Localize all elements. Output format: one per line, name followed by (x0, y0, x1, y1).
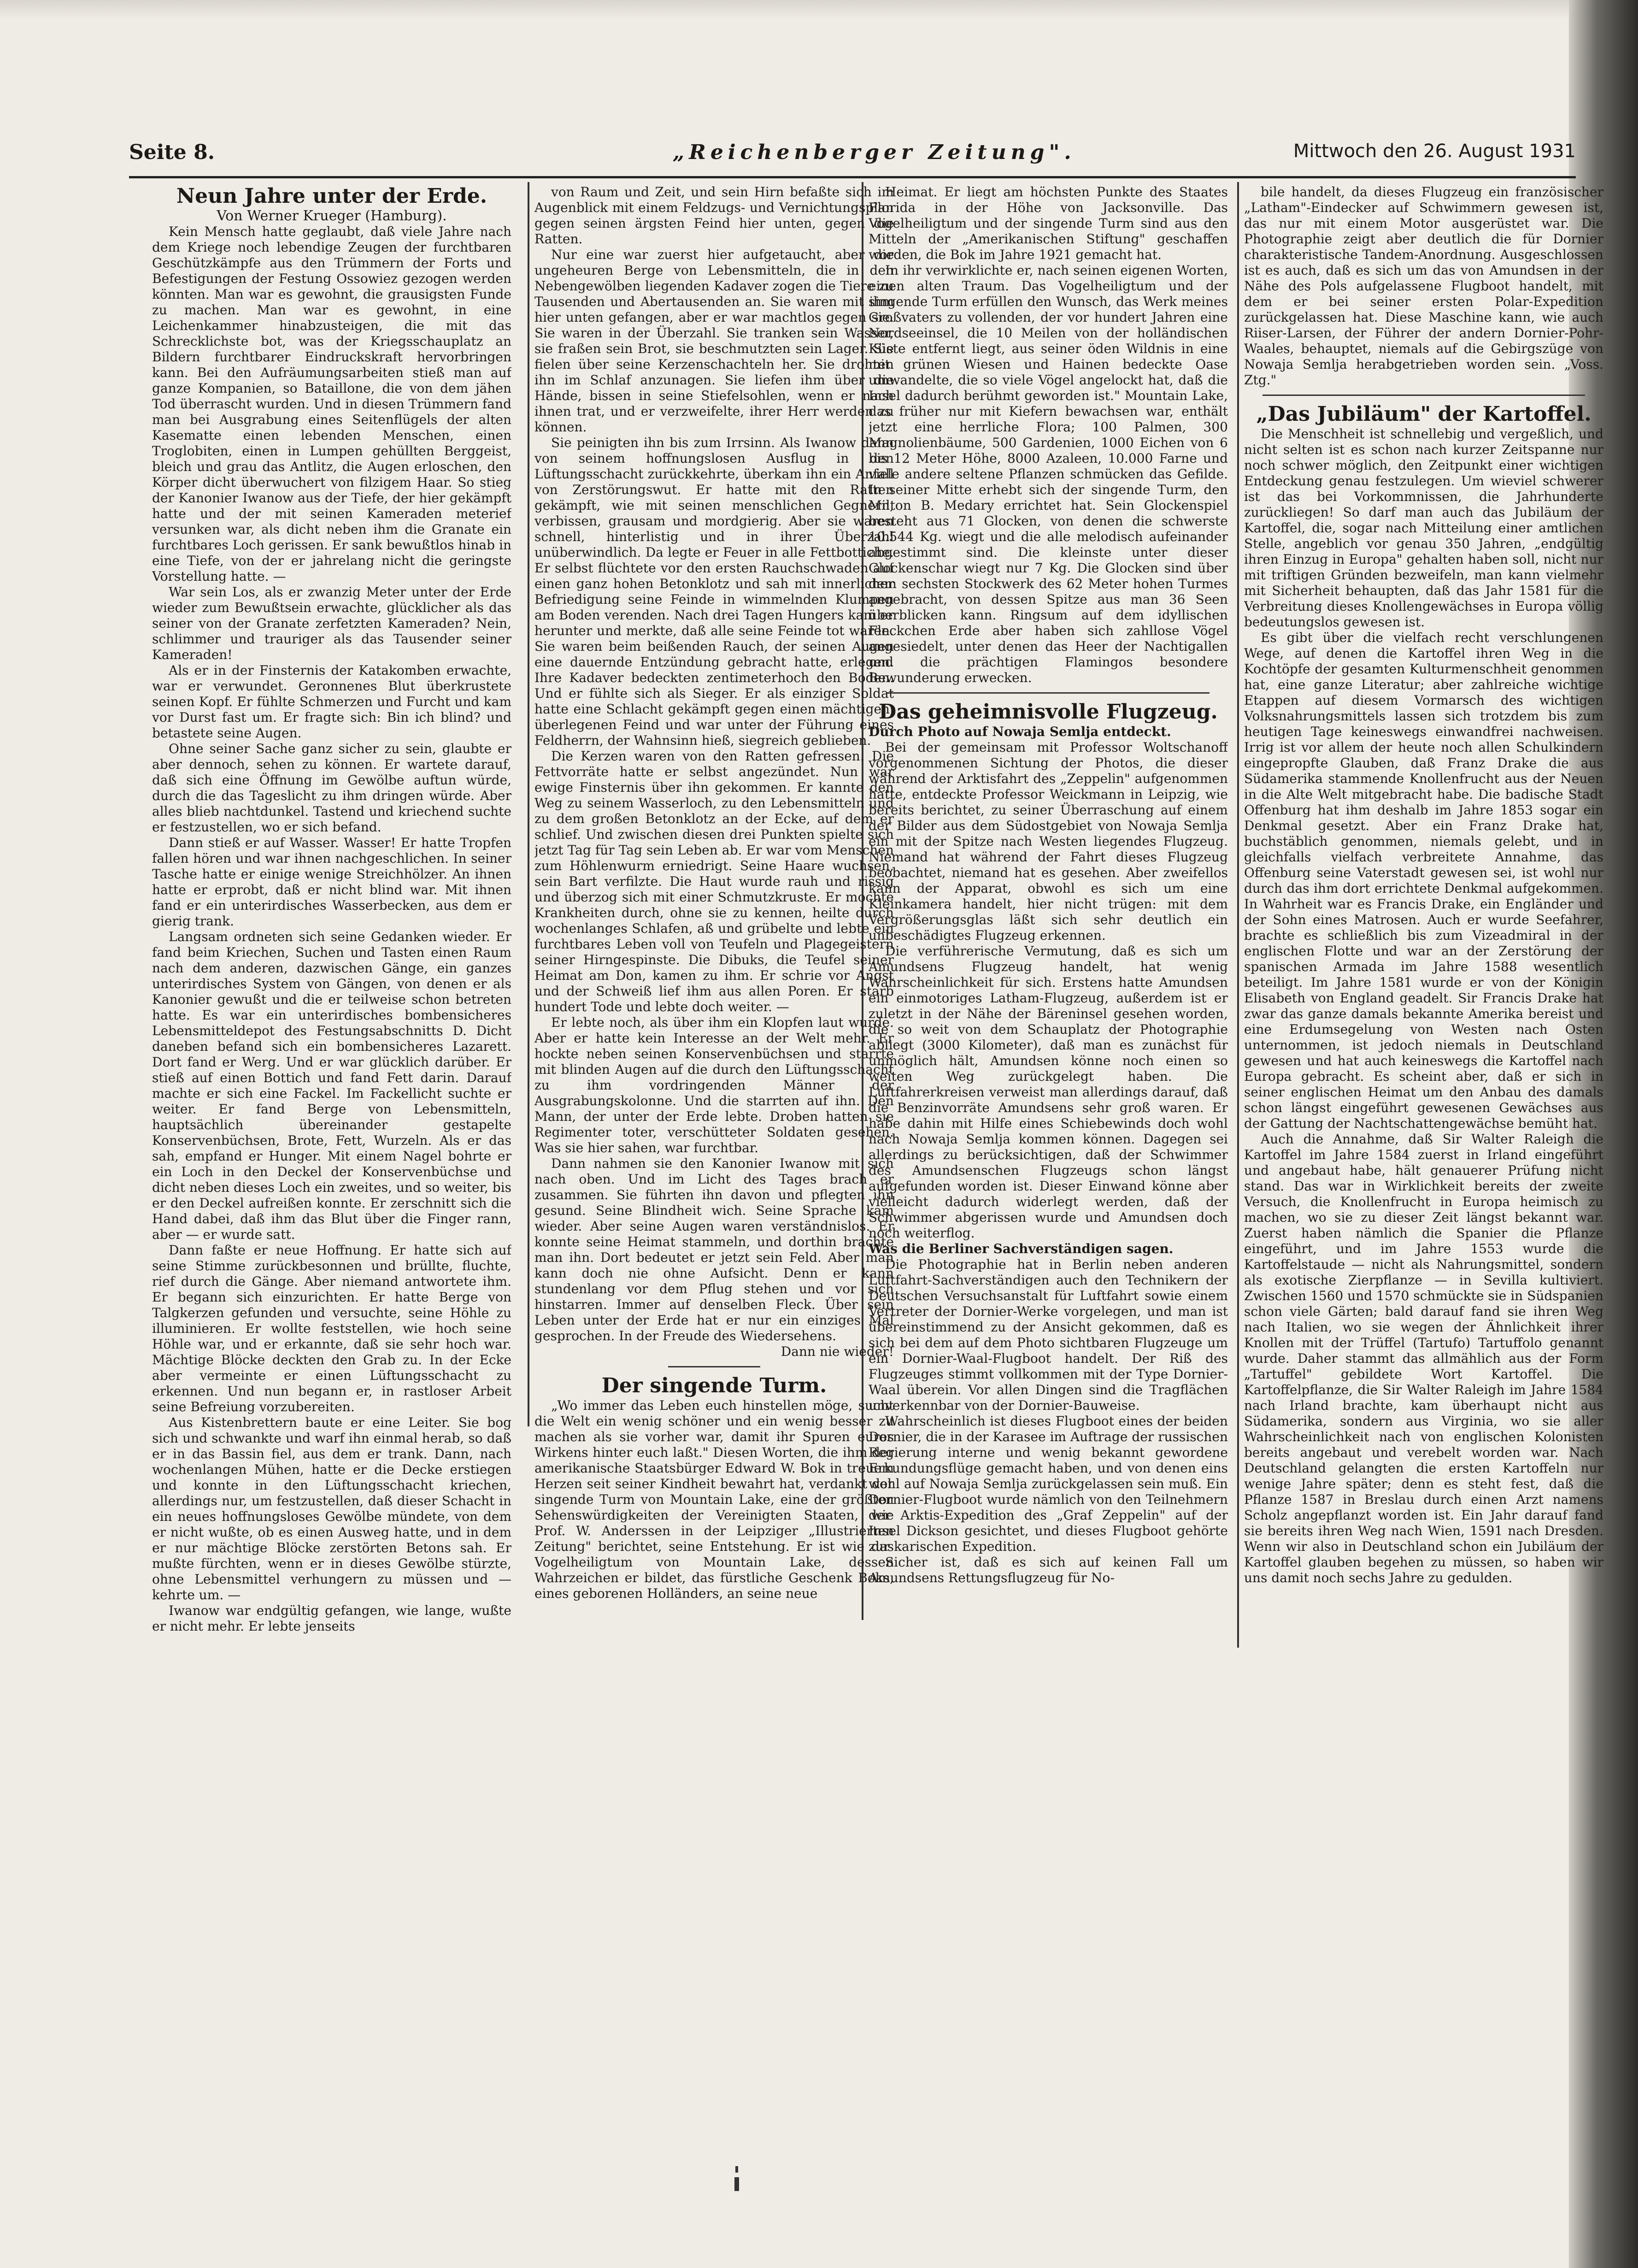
column-rule (1237, 182, 1239, 1648)
article-paragraph: Die Menschheit ist schnellebig und vergeßlich, und nicht selten ist es schon nach kurzer Zeitspanne nur noch schwer möglich, den Zeitpunkt einer wichtigen Entdeckung genau festzulegen. Um wieviel schwerer ist das bei Vorkommnissen, die Jahrhunderte zurückliegen! So darf man auch das Jubiläum der Kartoffel, die, sogar nach Mitteilung einer amtlichen Stelle, angeblich vor genau 350 Jahren, „endgültig ihren Einzug in Europa" gehalten haben soll, nicht nur mit triftigen Gründen bezweifeln, man kann vielmehr mit Sicherheit behaupten, daß das Jahr 1581 für die Verbreitung dieses Knollengewächses in Europa völlig bedeutungslos gewesen ist. (1244, 426, 1603, 630)
article-paragraph: Nur eine war zuerst hier aufgetaucht, aber die ungeheuren Berge von Lebensmitteln, die in den Nebengewölben liegenden Kadaver zogen die Tiere zu Tausenden und Abertausenden an. Sie waren mit ihm hier unten gefangen, aber er war machtlos gegen sie. Sie waren in der Überzahl. Sie tranken sein Wasser, sie fraßen sein Brot, sie beschmutzten sein Lager. Sie fielen über seine Kerzenschachteln her. Sie drohten ihn im Schlaf anzunagen. Sie liefen ihm über die Hände, bissen in seine Stiefelsohlen, wenn er nach ihnen trat, und er verzweifelte, ihrer Herr werden zu können. (534, 247, 894, 435)
article-headline: Neun Jahre unter der Erde. (176, 184, 487, 208)
article-paragraph: Die Photographie hat in Berlin neben anderen Luftfahrt-Sachverständigen auch den Technikern der Deutschen Versuchsanstalt für Luftfahrt sowie einem Vertreter der Dornier-Werke vorgelegen, und man ist übereinstimmend zu der Ansicht gekommen, daß es sich bei dem auf dem Photo sichtbaren Flugzeuge um ein Dornier-Waal-Flugboot handelt. Der Riß des Flugzeuges stimmt vollkommen mit der Type Dornier-Waal überein. Vor allen Dingen sind die Tragflächen unverkennbar von der Dornier-Bauweise. (869, 1257, 1228, 1413)
print-speck (733, 2166, 742, 2194)
article-headline: Der singende Turm. (601, 1374, 827, 1397)
article-paragraph: Als er in der Finsternis der Katakomben erwachte, war er verwundet. Geronnenes Blut überkrustete seinen Kopf. Er fühlte Schmerzen und Furcht und kam vor Durst fast um. Er fragte sich: Bin ich blind? und betastete seine Augen. (152, 663, 511, 741)
article-separator (887, 692, 1209, 694)
article-paragraph: Die verführerische Vermutung, daß es sich um Amundsens Flugzeug handelt, hat wenig Wahrscheinlichkeit für sich. Erstens hatte Amundsen ein einmotoriges Latham-Flugzeug, außerdem ist er zuletzt in der Nähe der Bäreninsel gesehen worden, die so weit von dem Schauplatz der Photographie abliegt (3000 Kilometer), daß man es zunächst für unmöglich hält, Amundsen könne noch einen so weiten Weg zurückgelegt haben. Die Luftfahrerkreisen verweist man allerdings darauf, daß die Benzinvorräte Amundsens sehr groß waren. Er habe dahin mit Hilfe eines Schiebewinds doch wohl nach Nowaja Semlja kommen können. Dagegen sei allerdings zu berücksichtigen, daß der Schwimmer des Amundsenschen Flugzeugs schon längst aufgefunden worden ist. Dieser Einwand könne aber vielleicht dadurch widerlegt werden, daß der Schwimmer abgerissen wurde und Amundsen doch noch weiterflog. (869, 943, 1228, 1241)
article-paragraph: Dann faßte er neue Hoffnung. Er hatte sich auf seine Stimme zurückbesonnen und brüllte, fluchte, rief durch die Gänge. Aber niemand antwortete ihm. Er begann sich einzurichten. Er hatte Berge von Talgkerzen gefunden und versuchte, seine Höhle zu illuminieren. Er wollte feststellen, wie hoch seine Höhle war, und er erkannte, daß sie sehr hoch war. Mächtige Blöcke deckten den Grab zu. In der Ecke aber vermeinte er einen Lüftungsschacht zu erkennen. Und nun begann er, in rastloser Arbeit seine Befreiung vorzubereiten. (152, 1243, 511, 1414)
article-paragraph: Sicher ist, daß es sich auf keinen Fall um Amundsens Rettungsflugzeug für No- (869, 1555, 1228, 1585)
article-paragraph: Auch die Annahme, daß Sir Walter Raleigh die Kartoffel im Jahre 1584 zuerst in Irland eingeführt und angebaut habe, hält genauerer Prüfung nicht stand. Das war in Wirklichkeit bereits der zweite Versuch, die Knollenfrucht in Europa heimisch zu machen, wo sie zu dieser Zeit längst bekannt war. Zuerst haben nämlich die Spanier die Pflanze eingeführt, und im Jahre 1553 wurde die Kartoffelstaude — nicht als Nahrungsmittel, sondern als exotische Zierpflanze — in Sevilla kultiviert. Zwischen 1560 und 1570 schmückte sie in Südspanien schon viele Gärten; bald darauf fand sie ihren Weg nach Italien, wo sie wegen der Ähnlichkeit ihrer Knollen mit der Trüffel (Tartufo) Tartuffolo genannt wurde. Daher stammt das allmählich aus der Form „Tartuffel" gebildete Wort Kartoffel. Die Kartoffelpflanze, die Sir Walter Raleigh im Jahre 1584 nach Irland brachte, kam überhaupt nicht aus Südamerika, sondern aus Virginia, wo sie aller Wahrscheinlichkeit nach von englischen Kolonisten bereits angebaut und verebelt worden war. Nach Deutschland gelangten die ersten Kartoffeln nur wenige Jahre später; denn es steht fest, daß die Pflanze 1587 in Breslau durch einen Arzt namens Scholz angepflanzt worden ist. Ein Jahr darauf fand sie bereits ihren Weg nach Wien, 1591 nach Dresden. Wenn wir also in Deutschland schon ein Jubiläum der Kartoffel glauben begehen zu müssen, so haben wir uns damit noch sechs Jahre zu gedulden. (1244, 1131, 1603, 1585)
article-paragraph: Ohne seiner Sache ganz sicher zu sein, glaubte er aber dennoch, sehen zu können. Er wartete darauf, daß sich eine Öffnung im Gewölbe auftun würde, durch die das Tageslicht zu ihm dringen würde. Aber alles blieb nachtdunkel. Tastend und kriechend suchte er festzustellen, wo er sich befand. (152, 741, 511, 835)
article-paragraph: Es gibt über die vielfach recht verschlungenen Wege, auf denen die Kartoffel ihren Weg in die Kochtöpfe der gesamten Kulturmenschheit genommen hat, eine ganze Literatur; aber zahlreiche wichtige Etappen auf diesem Vormarsch des wichtigen Volksnahrungsmittels lassen sich trotzdem bis zum heutigen Tage keineswegs einwandfrei nachweisen. Irrig ist vor allem der heute noch allen Schulkindern eingepropfte Glauben, daß Franz Drake die aus Südamerika stammende Knollenfrucht aus der Neuen in die Alte Welt mitgebracht habe. Die badische Stadt Offenburg hat ihm deshalb im Jahre 1853 sogar ein Denkmal gesetzt. Aber ein Franz Drake hat, buchstäblich genommen, niemals gelebt, und in gleichfalls vielfach verbreitete Annahme, das Offenburg seine Vaterstadt gewesen sei, ist wohl nur durch das ihm dort errichtete Denkmal aufgekommen. In Wahrheit war es Francis Drake, ein Engländer und der Sohn eines Matrosen. Auch er wurde Seefahrer, brachte es schließlich bis zum Vizeadmiral in der englischen Flotte und war an der Zerstörung der spanischen Armada im Jahre 1588 wesentlich beteiligt. Im Jahre 1581 wurde er von der Königin Elisabeth von England geadelt. Sir Francis Drake hat zwar das ganze damals bekannte Amerika bereist und eine Erdumsegelung von Westen nach Osten unternommen, ist jedoch niemals in Deutschland gewesen und hat auch keineswegs die Kartoffel nach Europa gebracht. Es scheint aber, daß er sich in seiner englischen Heimat um den Anbau des damals schon längst eingeführt gewesenen Gewächses aus der Gattung der Nachtschattengewächse bemüht hat. (1244, 630, 1603, 1131)
article-paragraph: In ihr verwirklichte er, nach seinen eigenen Worten, einen alten Traum. Das Vogelheiligtum und der singende Turm erfüllen den Wunsch, das Werk meines Großvaters zu vollenden, der vor hundert Jahren eine Nordseeinsel, die 10 Meilen von der holländischen Küste entfernt liegt, aus seiner öden Wildnis in eine mit grünen Wiesen und Hainen bedeckte Oase umwandelte, die so viele Vögel angelockt hat, daß die Insel dadurch berühmt geworden ist." Mountain Lake, das früher nur mit Kiefern bewachsen war, enthält jetzt eine herrliche Flora; 100 Palmen, 300 Magnolienbäume, 500 Gardenien, 1000 Eichen von 6 bis 12 Meter Höhe, 8000 Azaleen, 10.000 Farne und viele andere seltene Pflanzen schmücken das Gefilde. In seiner Mitte erhebt sich der singende Turm, den Milton B. Medary errichtet hat. Sein Glockenspiel besteht aus 71 Glocken, von denen die schwerste 10.544 Kg. wiegt und die alle melodisch aufeinander abgestimmt sind. Die kleinste unter dieser Glockenschar wiegt nur 7 Kg. Die Glocken sind über dem sechsten Stockwerk des 62 Meter hohen Turmes angebracht, von dessen Spitze aus man 36 Seen überblicken kann. Ringsum auf dem idyllischen Fleckchen Erde aber haben sich zahllose Vögel angesiedelt, unter denen das Heer der Nachtigallen und die prächtigen Flamingos besondere Bewunderung erwecken. (869, 263, 1228, 685)
scan-shadow (0, 0, 1638, 18)
article-closing-line: Dann nie wieder! (781, 1344, 894, 1359)
article-separator (1262, 395, 1585, 396)
column-3 (869, 184, 1228, 1678)
article-paragraph: Bei der gemeinsam mit Professor Woltschanoff vorgenommenen Sichtung der Photos, die dieser während der Arktisfahrt des „Zeppelin" aufgenommen hatte, entdeckte Professor Weickmann in Leipzig, wie bereits berichtet, zu seiner Überraschung auf einem der Bilder aus dem Südostgebiet von Nowaja Semlja ein mit der Spitze nach Westen liegendes Flugzeug. Niemand hat während der Fahrt dieses Flugzeug beobachtet, niemand hat es gesehen. Aber zweifellos kann der Apparat, obwohl es sich um eine Kleinkamera handelt, hier nicht trügen: mit dem Vergrößerungsglas läßt sich sehr deutlich ein unbeschädigtes Flugzeug erkennen. (869, 740, 1228, 943)
header-rule (129, 176, 1576, 178)
article-paragraph: Die Kerzen waren von den Ratten gefressen. Die Fettvorräte hatte er selbst angezündet. Nun war ewige Finsternis über ihn gekommen. Er kannte den Weg zu seinem Wasserloch, zu den Lebensmitteln und zu dem großen Betonklotz an der Ecke, auf dem er schlief. Und zwischen diesen drei Punkten spielte sich jetzt Tag für Tag sein Leben ab. Er war vom Menschen zum Höhlenwurm erniedrigt. Seine Haare wuchsen, sein Bart verfilzte. Die Haut wurde rauh und rissig und überzog sich mit einer Schmutzkruste. Er mochte Krankheiten durch, ohne sie zu kennen, heilte durch wochenlanges Schlafen, aß und grübelte und lebte ein furchtbares Leben voll von Teufeln und Plagegeistern seiner Hirngespinste. Die Dibuks, die Teufel seiner Heimat am Don, kamen zu ihm. Er schrie vor Angst und der Schweiß lief ihm aus allen Poren. Er starb hundert Tode und lebte doch weiter. — (534, 748, 894, 1014)
article-paragraph: „Wo immer das Leben euch hinstellen möge, sucht die Welt ein wenig schöner und ein wenig besser zu machen als sie vorher war, damit ihr Spuren eures Wirkens hinter euch laßt." Diesen Worten, die ihm der amerikanische Staatsbürger Edward W. Bok in treuem Herzen seit seiner Kindheit bewahrt hat, verdankt der singende Turm von Mountain Lake, eine der größten Sehenswürdigkeiten der Vereinigten Staaten, wie Prof. W. Anderssen in der Leipziger „Illustrierten Zeitung" berichtet, seine Entstehung. Er ist wie das Vogelheiligtum von Mountain Lake, dessen Wahrzeichen er bildet, das fürstliche Geschenk Boks, eines geborenen Holländers, an seine neue (534, 1398, 894, 1601)
page-header (129, 141, 1576, 177)
article-paragraph: Sie peinigten ihn bis zum Irrsinn. Als Iwanow dann von seinem hoffnungslosen Ausflug in den Lüftungsschacht zurückkehrte, überkam ihn ein Anfall von Zerstörungswut. Er hatte mit den Ratten gekämpft, wie mit seinen menschlichen Gegnern, verbissen, grausam und mordgierig. Aber sie waren schnell, hinterlistig und in ihrer Überzahl unüberwindlich. Da legte er Feuer in alle Fettbottiche. Er selbst flüchtete vor den ersten Rauchschwaden auf einen ganz hohen Betonklotz und sah mit innerlicher Befriedigung seine Feinde in wimmelnden Klumpen am Boden verenden. Nach drei Tagen Hungers kam er herunter und merkte, daß alle seine Feinde tot waren. Sie waren beim beißenden Rauch, der seinen Augen eine dauernde Entzündung gebracht hatte, erlegen. Ihre Kadaver bedeckten zentimeterhoch den Boden. Und er fühlte sich als Sieger. Er als einziger Soldat hatte eine Schlacht gekämpft gegen einen mächtigen, überlegenen Feind und war unter der Führung eines Feldherrn, der Wahnsinn hieß, siegreich geblieben. (534, 435, 894, 748)
article-byline: Von Werner Krueger (Hamburg). (217, 208, 447, 224)
newspaper-title: „Reichenberger Zeitung". (673, 141, 1076, 164)
article-paragraph: von Raum und Zeit, und sein Hirn befaßte sich im Augenblick mit einem Feldzugs- und Vernichtungsplan gegen seinen ärgsten Feind hier unten, gegen die Ratten. (534, 184, 894, 247)
page-number: Seite 8. (129, 141, 215, 164)
article-paragraph: Kein Mensch hatte geglaubt, daß viele Jahre nach dem Kriege noch lebendige Zeugen der furchtbaren Geschützkämpfe aus den Trümmern der Forts und Befestigungen der Festung Ossowiez gezogen werden könnten. Man war es gewohnt, die grausigsten Funde zu machen. Man war es gewohnt, in eine Leichenkammer hinabzusteigen, die mit das Schrecklichste bot, was der Kriegsschauplatz an Bildern furchtbarer Eindruckskraft hervorbringen kann. Bei den Aufräumungsarbeiten stieß man auf ganze Kompanien, so Bataillone, die von dem jähen Tod überrascht wurden. Und in diesen Trümmern fand man bei Ausgrabung eines Seitenflügels der alten Kasematte einen lebenden Menschen, einen Troglobiten, einen in Lumpen gehüllten Berggeist, bleich und grau das Antlitz, die Augen erloschen, den Körper dicht überwuchert von filzigem Haar. So stieg der Kanonier Iwanow aus der Tiefe, der hier gekämpft hatte und der mit seinen Kameraden meterief versunken war, als dicht neben ihm die Granate ein furchtbares Loch gerissen. Er sank bewußtlos hinab in eine Tiefe, von der er jahrelang nicht die geringste Vorstellung hatte. — (152, 224, 511, 584)
column-1 (152, 184, 511, 1678)
column-4 (1244, 184, 1603, 1678)
article-paragraph: Langsam ordneten sich seine Gedanken wieder. Er fand beim Kriechen, Suchen und Tasten einen Raum nach dem anderen, dazwischen Gänge, ein ganzes unterirdisches System von Gängen, von denen er als Kanonier gewußt und die er teilweise schon betreten hatte. Es war ein unterirdisches bombensicheres Lebensmitteldepot des Festungsabschnitts D. Dicht daneben befand sich ein bombensicheres Lazarett. Dort fand er Werg. Und er war glücklich darüber. Er stieß auf einen Bottich und fand Fett darin. Darauf machte er sich eine Fackel. Im Fackellicht suchte er weiter. Er fand Berge von Lebensmitteln, hauptsächlich übereinander gestapelte Konservenbüchsen, Brote, Fett, Wurzeln. Als er das sah, empfand er Hunger. Mit einem Nagel bohrte er ein Loch in den Deckel der Konservenbüchse und dicht neben dieses Loch ein zweites, und so weiter, bis er den Deckel aufreißen konnte. Er zerschnitt sich die Hand dabei, daß ihm das Blut über die Finger rann, aber — er wurde satt. (152, 929, 511, 1242)
article-paragraph: Dann nahmen sie den Kanonier Iwanow mit sich nach oben. Und im Licht des Tages brach er zusammen. Sie führten ihn davon und pflegten ihn gesund. Seine Blindheit wich. Seine Sprache kam wieder. Aber seine Augen waren verständnislos. Er konnte seine Heimat stammeln, und dorthin brachte man ihn. Dort bedeutet er jetzt sein Feld. Aber man kann doch nie ohne Aufsicht. Denn er kann stundenlang vor dem Pflug stehen und vor sich hinstarren. Immer auf denselben Fleck. Über sein Leben unter der Erde hat er nur ein einziges Mal gesprochen. In der Freude des Wiedersehens. (534, 1156, 894, 1343)
article-paragraph: Aus Kistenbrettern baute er eine Leiter. Sie bog sich und schwankte und warf ihn einmal herab, so daß er in das Bassin fiel, aus dem er trank. Dann, nach wochenlangen Mühen, hatte er die Decke erstiegen und konnte in den Lüftungsschacht kriechen, allerdings nur, um festzustellen, daß dieser Schacht in ein neues hoffnungsloses Gewölbe mündete, von dem er nicht wußte, ob es einen Ausweg hatte, und in dem er nur mächtige Blöcke zerstörten Betons sah. Er mußte fürchten, wenn er in dieses Gewölbe stürzte, ohne Lebensmittel verhungern zu müssen und — kehrte um. — (152, 1415, 511, 1602)
issue-date: Mittwoch den 26. August 1931 (1293, 141, 1576, 162)
column-rule (528, 182, 529, 1426)
article-paragraph: bile handelt, da dieses Flugzeug ein französischer „Latham"-Eindecker auf Schwimmern gewesen ist, das nur mit einem Motor ausgerüstet war. Die Photographie zeigt aber deutlich die für Dornier charakteristische Tandem-Anordnung. Ausgeschlossen ist es auch, daß es sich um das von Amundsen in der Nähe des Pols aufgelassene Flugboot handelt, mit dem er bei seiner ersten Polar-Expedition zurückgelassen hat. Diese Maschine kann, wie auch Riiser-Larsen, der Führer der andern Dornier-Pohr-Waales, behauptet, niemals auf die Gebirgszüge von Nowaja Semlja herabgetrieben worden sein. „Voss. Ztg." (1244, 184, 1603, 388)
article-paragraph: Iwanow war endgültig gefangen, wie lange, wußte er nicht mehr. Er lebte jenseits (152, 1603, 511, 1634)
article-paragraph: Dann stieß er auf Wasser. Wasser! Er hatte Tropfen fallen hören und war ihnen nachgeschlichen. In seiner Tasche hatte er einige wenige Streichhölzer. An ihnen hatte er erprobt, daß er nicht blind war. Mit ihnen fand er ein unterirdisches Wasserbecken, aus dem er gierig trank. (152, 835, 511, 929)
article-paragraph: Heimat. Er liegt am höchsten Punkte des Staates Florida in der Höhe von Jacksonville. Das Vogelheiligtum und der singende Turm sind aus den Mitteln der „Amerikanischen Stiftung" geschaffen worden, die Bok im Jahre 1921 gemacht hat. (869, 184, 1228, 262)
article-headline: „Das Jubiläum" der Kartoffel. (1256, 402, 1591, 426)
article-subheadline: Was die Berliner Sachverständigen sagen. (869, 1241, 1174, 1256)
article-paragraph: Wahrscheinlich ist dieses Flugboot eines der beiden Dornier, die in der Karasee im Auftrage der russischen Regierung interne und wenig bekannt gewordene Erkundungsflüge gemacht haben, und von denen eins wohl auf Nowaja Semlja zurückgelassen sein muß. Ein Dornier-Flugboot wurde nämlich von den Teilnehmern der Arktis-Expedition des „Graf Zeppelin" auf der Insel Dickson gesichtet, und dieses Flugboot gehörte zur karischen Expedition. (869, 1414, 1228, 1554)
article-subheadline: Durch Photo auf Nowaja Semlja entdeckt. (869, 724, 1171, 739)
article-paragraph: Er lebte noch, als über ihm ein Klopfen laut wurde. Aber er hatte kein Interesse an der Welt mehr. Er hockte neben seinen Konservenbüchsen und starrte mit blinden Augen auf die durch den Lüftungsschacht zu ihm vordringenden Männer der Ausgrabungskolonne. Und die starrten auf ihn. Den Mann, der unter der Erde lebte. Droben hatten sie Regimenter toter, verschütteter Soldaten gesehen. Was sie hier sahen, war furchtbar. (534, 1015, 894, 1155)
article-headline: Das geheimnisvolle Flugzeug. (879, 700, 1218, 724)
column-2 (534, 184, 894, 1678)
article-separator (668, 1366, 760, 1367)
article-paragraph: War sein Los, als er zwanzig Meter unter der Erde wieder zum Bewußtsein erwachte, glücklicher als das seiner von der Granate zerfetzten Kameraden? Nein, schlimmer und trauriger als das Tausender seiner Kameraden! (152, 584, 511, 662)
